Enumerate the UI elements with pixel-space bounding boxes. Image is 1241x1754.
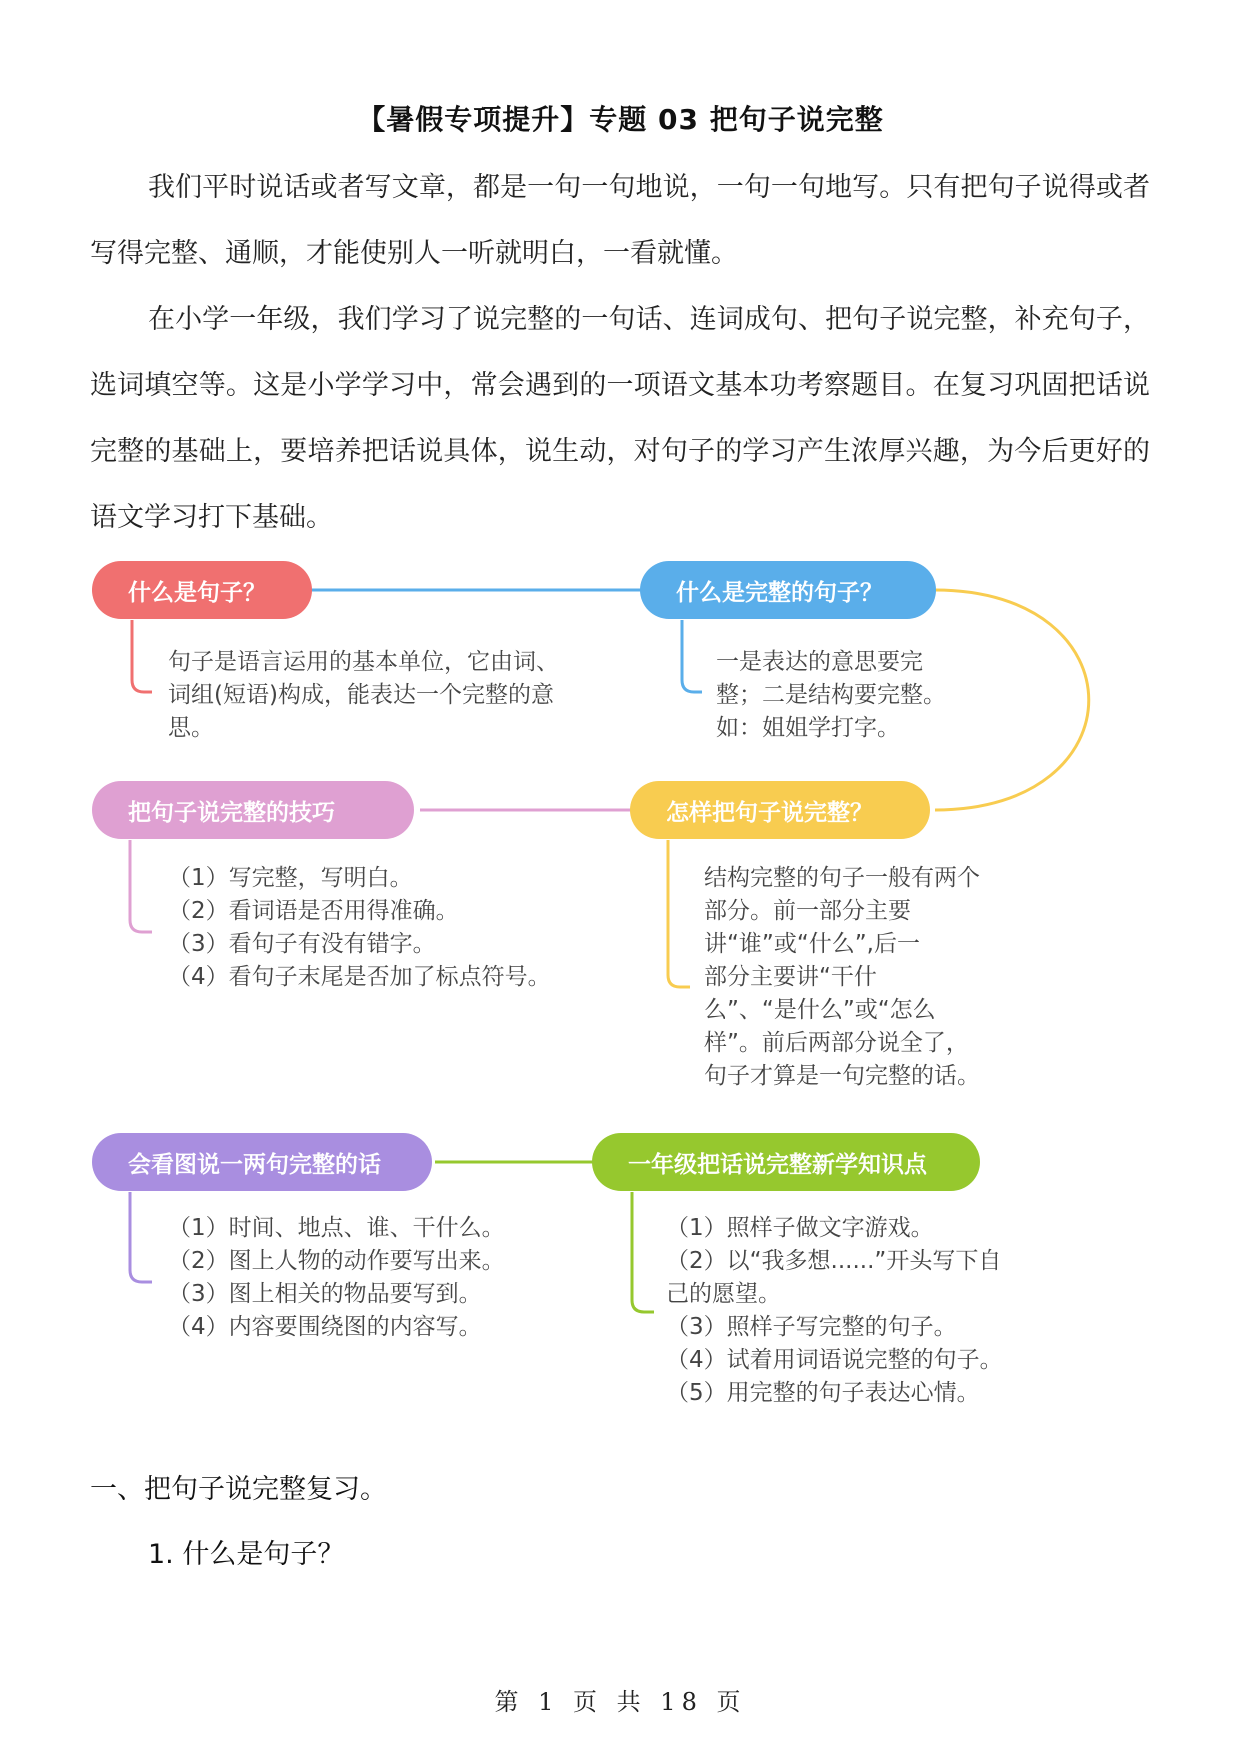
body-line: 部分主要讲“干什 bbox=[704, 964, 877, 990]
node-what-is-complete-body bbox=[716, 646, 946, 745]
connector-picture-body bbox=[130, 1192, 152, 1282]
body-line: （2）看词语是否用得准确。 bbox=[168, 898, 459, 924]
body-line: 词组(短语)构成，能表达一个完整的意 bbox=[168, 682, 554, 708]
body-line: （5）用完整的句子表达心情。 bbox=[666, 1380, 980, 1406]
body-line: 么”、“是什么”或“怎么 bbox=[704, 997, 936, 1023]
body-line: 如：姐姐学打字。 bbox=[716, 715, 900, 741]
node-what-is-sentence-body bbox=[168, 646, 559, 745]
node-what-is-complete-title: 什么是完整的句子？ bbox=[676, 579, 883, 606]
body-line: （2）图上人物的动作要写出来。 bbox=[168, 1248, 505, 1274]
connector-right-arc bbox=[935, 590, 1089, 810]
node-what-is-sentence-title: 什么是句子？ bbox=[128, 579, 266, 606]
connector-complete-body bbox=[682, 620, 702, 692]
body-line: （1）写完整，写明白。 bbox=[168, 865, 413, 891]
body-line: 部分。前一部分主要 bbox=[704, 898, 911, 924]
body-line: （4）内容要围绕图的内容写。 bbox=[168, 1314, 482, 1340]
node-picture-talk bbox=[92, 1133, 432, 1191]
intro-paragraph-2: 在小学一年级，我们学习了说完整的一句话、连词成句、把句子说完整，补充句子，选词填空等。这是小学学习中，常会遇到的一项语文基本功考察题目。在复习巩固把话说完整的基础上，要培养把话说具体，说生动，对句子的学习产生浓厚兴趣，为今后更好的语文学习打下基础。 bbox=[90, 304, 1150, 533]
intro-paragraph-1: 我们平时说话或者写文章，都是一句一句地说，一句一句地写。只有把句子说得或者写得完整、通顺，才能使别人一听就明白，一看就懂。 bbox=[90, 172, 1150, 269]
node-new-points bbox=[592, 1133, 980, 1191]
body-line: （3）看句子有没有错字。 bbox=[168, 931, 436, 957]
node-picture-talk-title: 会看图说一两句完整的话 bbox=[128, 1151, 381, 1178]
body-line: 己的愿望。 bbox=[666, 1281, 781, 1307]
node-what-is-complete bbox=[640, 561, 936, 619]
node-how-to-complete bbox=[630, 781, 930, 839]
node-new-points-title: 一年级把话说完整新学知识点 bbox=[628, 1151, 927, 1178]
node-techniques-title: 把句子说完整的技巧 bbox=[128, 799, 335, 826]
body-line: 结构完整的句子一般有两个 bbox=[704, 865, 980, 891]
page-footer: 第 1 页 共 18 页 bbox=[494, 1688, 747, 1716]
body-line: （4）试着用词语说完整的句子。 bbox=[666, 1347, 1003, 1373]
body-line: 整；二是结构要完整。 bbox=[716, 682, 946, 708]
body-line: 思。 bbox=[168, 715, 214, 741]
connector-new-body bbox=[632, 1192, 654, 1312]
body-line: （4）看句子末尾是否加了标点符号。 bbox=[168, 964, 551, 990]
connector-techniques-body bbox=[130, 840, 152, 932]
body-line: （3）图上相关的物品要写到。 bbox=[168, 1281, 482, 1307]
connector-sentence-body bbox=[132, 620, 152, 692]
node-techniques bbox=[92, 781, 414, 839]
document-title: 【暑假专项提升】专题 03 把句子说完整 bbox=[357, 103, 884, 136]
connector-how-body bbox=[668, 840, 690, 987]
body-line: 一是表达的意思要完 bbox=[716, 649, 923, 675]
node-how-to-complete-title: 怎样把句子说完整？ bbox=[666, 799, 873, 826]
body-line: 句子是语言运用的基本单位，它由词、 bbox=[168, 649, 559, 675]
node-techniques-body bbox=[168, 862, 551, 994]
section-heading: 一、把句子说完整复习。 bbox=[90, 1474, 387, 1505]
sub-heading: 1. 什么是句子？ bbox=[148, 1539, 345, 1570]
node-how-to-complete-body bbox=[704, 862, 980, 1093]
node-what-is-sentence bbox=[92, 561, 312, 619]
body-line: 句子才算是一句完整的话。 bbox=[704, 1063, 980, 1089]
body-line: （2）以“我多想......”开头写下自 bbox=[666, 1248, 1002, 1274]
node-new-points-body bbox=[666, 1212, 1003, 1410]
body-line: 样”。前后两部分说全了， bbox=[704, 1030, 969, 1056]
body-line: （1）照样子做文字游戏。 bbox=[666, 1215, 934, 1241]
body-line: （1）时间、地点、谁、干什么。 bbox=[168, 1215, 505, 1241]
node-picture-talk-body bbox=[168, 1212, 505, 1344]
body-line: （3）照样子写完整的句子。 bbox=[666, 1314, 957, 1340]
body-line: 讲“谁”或“什么”,后一 bbox=[704, 931, 920, 957]
